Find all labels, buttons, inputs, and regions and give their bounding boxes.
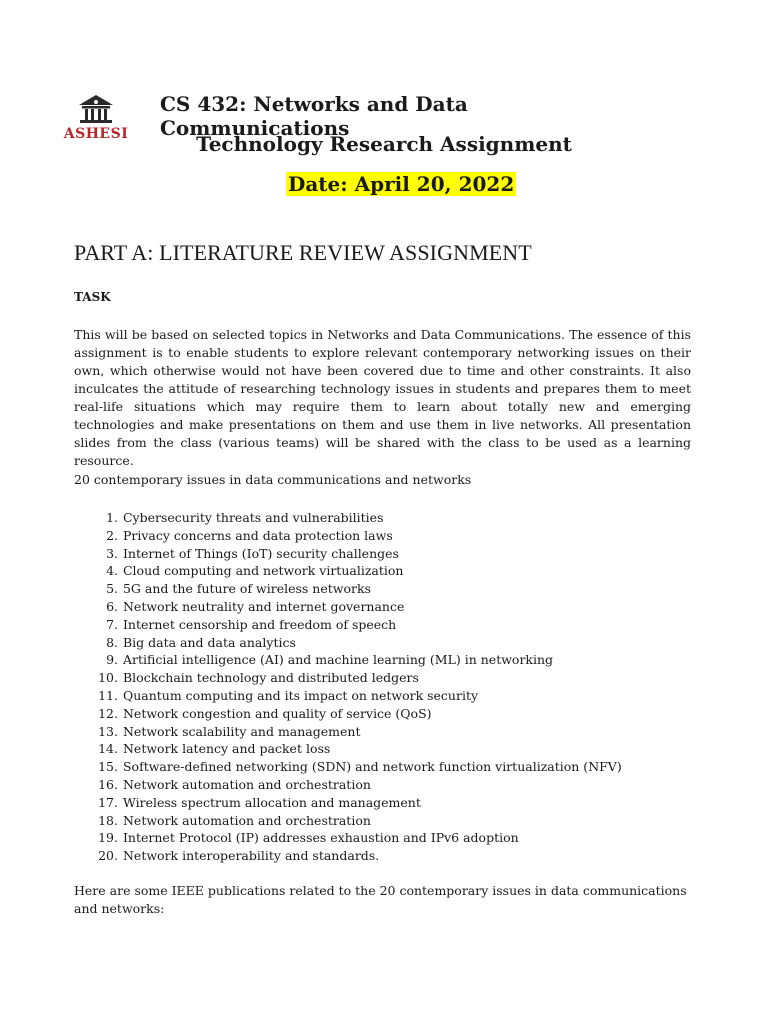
logo-text: ASHESI [63,126,129,142]
list-item [74,598,622,616]
item-text: Cybersecurity threats and vulnerabilities [122,510,384,525]
list-item [74,847,622,865]
list-item [74,562,622,580]
item-text: Network congestion and quality of service (QoS) [122,705,432,721]
item-number: 10. [98,670,118,686]
list-item [74,829,622,847]
list-item [74,723,622,741]
description-paragraph: This will be based on selected topics in Networks and Data Communications. The essence of this assignment is to enable students to explore relevant contemporary networking issues on their own, which otherwise would not have been covered due to time and other constraints. It also inculcates the attitude of researching technology issues in students and prepares them to meet real-life situations which may require them to learn about totally new and emerging technologies and make presentations on them and use them in live networks. All presentation slides from the class (various teams) will be shared with the class to be used as a learning resource. [74,327,691,468]
list-intro: 20 contemporary issues in data communications and networks [74,472,472,487]
item-text: Artificial intelligence (AI) and machine learning (ML) in networking [122,652,554,668]
list-item [74,740,622,758]
item-text: Network neutrality and internet governance [122,598,405,614]
list-item [74,794,622,812]
list-item [74,669,622,687]
task-heading: TASK [74,290,111,304]
course-title: CS 432: Networks and Data Communications [160,92,468,140]
assignment-title: Technology Research Assignment [196,132,572,156]
list-item [74,634,622,652]
item-text: Wireless spectrum allocation and management [122,794,421,810]
item-number: 8. [106,634,118,650]
closing-paragraph: Here are some IEEE publications related to the 20 contemporary issues in data communications and networks: [74,883,687,916]
item-number: 7. [106,616,118,632]
item-number: 4. [106,563,118,579]
item-number: 19. [98,830,118,846]
assignment-date: Date: April 20, 2022 [288,172,515,196]
item-text: Internet of Things (IoT) security challenges [122,545,399,561]
item-text: Quantum computing and its impact on network security [122,687,479,703]
institution-icon [70,94,122,126]
item-text: Network automation and orchestration [122,812,371,828]
item-number: 16. [98,776,118,792]
item-text: Cloud computing and network virtualization [122,563,404,579]
list-item [74,580,622,598]
issues-list [74,509,622,865]
list-item [74,651,622,669]
item-number: 5. [106,581,118,597]
item-number: 13. [98,723,118,739]
item-text: Privacy concerns and data protection laws [122,527,393,543]
item-number: 2. [106,527,118,543]
item-number: 9. [106,652,118,668]
list-item [74,527,622,545]
list-item [74,812,622,830]
part-heading: PART A: LITERATURE REVIEW ASSIGNMENT [74,240,532,265]
list-item [74,758,622,776]
item-text: Software-defined networking (SDN) and network function virtualization (NFV) [122,759,622,775]
item-text: Network interoperability and standards. [122,848,380,864]
list-item [74,509,622,527]
list-item [74,687,622,705]
list-item [74,776,622,794]
item-text: Network latency and packet loss [122,741,331,757]
item-text: Internet Protocol (IP) addresses exhaustion and IPv6 adoption [122,830,519,846]
list-item [74,705,622,723]
item-number: 14. [98,741,118,757]
item-number: 3. [106,545,118,561]
item-number: 11. [98,687,118,703]
list-item [74,545,622,563]
item-number: 1. [106,510,118,525]
item-number: 15. [98,759,118,775]
item-number: 6. [106,598,118,614]
item-text: Internet censorship and freedom of speech [122,616,397,632]
item-text: Blockchain technology and distributed ledgers [122,670,419,686]
item-text: 5G and the future of wireless networks [122,581,371,597]
item-number: 20. [98,848,118,864]
list-item [74,616,622,634]
item-number: 17. [98,794,118,810]
item-number: 18. [98,812,118,828]
item-text: Network scalability and management [122,723,361,739]
item-number: 12. [98,705,118,721]
item-text: Big data and data analytics [122,634,296,650]
item-text: Network automation and orchestration [122,776,371,792]
